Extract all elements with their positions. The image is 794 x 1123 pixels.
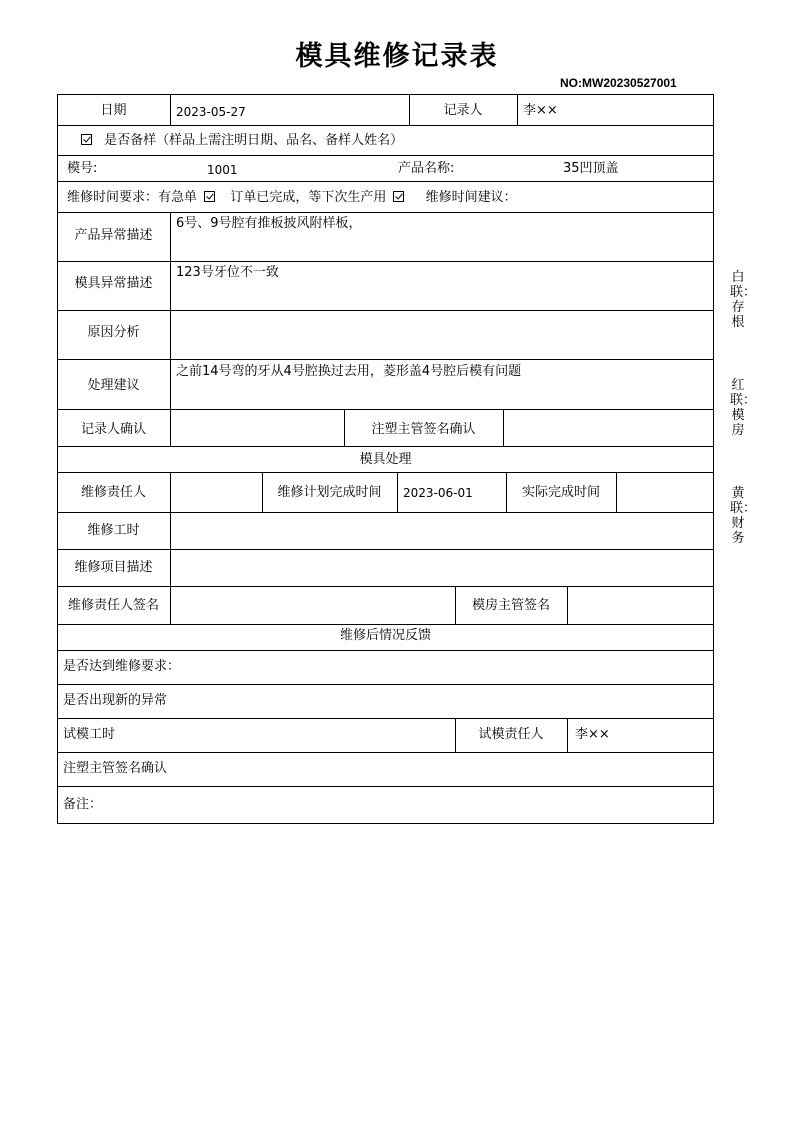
trial-owner-value: 李×× — [575, 727, 610, 742]
next-production-checkbox[interactable] — [393, 191, 404, 202]
row-divider — [57, 212, 714, 213]
trial-hours-label: 试模工时 — [63, 727, 116, 742]
recorder-value: 李×× — [523, 103, 558, 118]
col-divider — [503, 409, 504, 446]
col-divider — [170, 472, 171, 624]
mold-room-sign-label: 模房主管签名 — [471, 598, 550, 613]
row-divider — [57, 624, 714, 625]
plan-finish-label: 维修计划完成时间 — [277, 485, 382, 500]
row-divider — [57, 261, 714, 262]
row-divider — [57, 549, 714, 550]
suggestion-label: 处理建议 — [87, 378, 140, 393]
row-divider — [57, 155, 714, 156]
row-divider — [57, 125, 714, 126]
supervisor-sign-label: 注塑主管签名确认 — [371, 422, 476, 437]
sample-label: 是否备样（样品上需注明日期、品名、备样人姓名） — [104, 133, 404, 148]
product-issue-value: 6号、9号腔有推板披风附样板， — [176, 216, 362, 231]
suggestion-value: 之前14号弯的牙从4号腔换过去用，菱形盖4号腔后模有问题 — [176, 364, 522, 379]
col-divider — [170, 212, 171, 446]
next-production-option-label: 订单已完成，等下次生产用 — [230, 190, 387, 205]
mold-no-label: 模号: — [67, 161, 98, 176]
sample-row — [78, 133, 403, 149]
recorder-confirm-label: 记录人确认 — [80, 422, 146, 437]
repair-items-label: 维修项目描述 — [74, 560, 153, 575]
copy-yellow-note: 黄联：财务 — [730, 486, 757, 546]
feedback-header: 维修后情况反馈 — [339, 628, 431, 643]
injection-supervisor-sign-label: 注塑主管签名确认 — [63, 761, 168, 776]
urgent-option-label: 有急单 — [158, 190, 198, 205]
remarks-label: 备注： — [63, 797, 103, 812]
row-divider — [57, 512, 714, 513]
row-divider — [57, 786, 714, 787]
mold-handling-header: 模具处理 — [359, 452, 412, 467]
product-name-value: 35凹顶盖 — [563, 161, 619, 176]
col-divider — [170, 94, 171, 125]
row-divider — [57, 684, 714, 685]
mold-issue-label: 模具异常描述 — [74, 276, 153, 291]
requirement-met-label: 是否达到维修要求： — [63, 659, 181, 674]
copy-red-note: 红联：模房 — [730, 378, 757, 438]
mold-no-value: 1001 — [207, 163, 238, 177]
page-title: 模具维修记录表 — [295, 41, 499, 72]
row-divider — [57, 650, 714, 651]
date-label: 日期 — [100, 103, 127, 118]
repair-time-suggest-label: 维修时间建议： — [425, 190, 517, 205]
repair-hours-label: 维修工时 — [87, 523, 140, 538]
row-divider — [57, 446, 714, 447]
row-divider — [57, 359, 714, 360]
copy-white-note: 白联：存根 — [730, 270, 757, 330]
row-divider — [57, 409, 714, 410]
actual-finish-label: 实际完成时间 — [521, 485, 600, 500]
row-divider — [57, 181, 714, 182]
col-divider — [616, 472, 617, 512]
plan-finish-value: 2023-06-01 — [403, 486, 473, 500]
row-divider — [57, 752, 714, 753]
row-divider — [57, 718, 714, 719]
repair-owner-sign-label: 维修责任人签名 — [67, 598, 159, 613]
cause-label: 原因分析 — [87, 325, 140, 340]
row-divider — [57, 310, 714, 311]
repair-time-label: 维修时间要求： — [67, 190, 159, 205]
repair-owner-label: 维修责任人 — [80, 485, 146, 500]
repair-time-row — [67, 190, 517, 206]
row-divider — [57, 586, 714, 587]
new-issue-label: 是否出现新的异常 — [63, 693, 168, 708]
col-divider — [517, 94, 518, 125]
product-name-label: 产品名称: — [398, 161, 455, 176]
col-divider — [567, 586, 568, 624]
document-number: NO:MW20230527001 — [560, 76, 677, 90]
col-divider — [397, 472, 398, 512]
urgent-checkbox[interactable] — [204, 191, 215, 202]
recorder-label: 记录人 — [443, 103, 483, 118]
trial-owner-label: 试模责任人 — [478, 727, 544, 742]
date-value: 2023-05-27 — [176, 105, 246, 119]
sample-checkbox[interactable] — [81, 134, 92, 145]
product-issue-label: 产品异常描述 — [74, 228, 153, 243]
mold-issue-value: 123号牙位不一致 — [176, 265, 279, 280]
col-divider — [567, 718, 568, 752]
